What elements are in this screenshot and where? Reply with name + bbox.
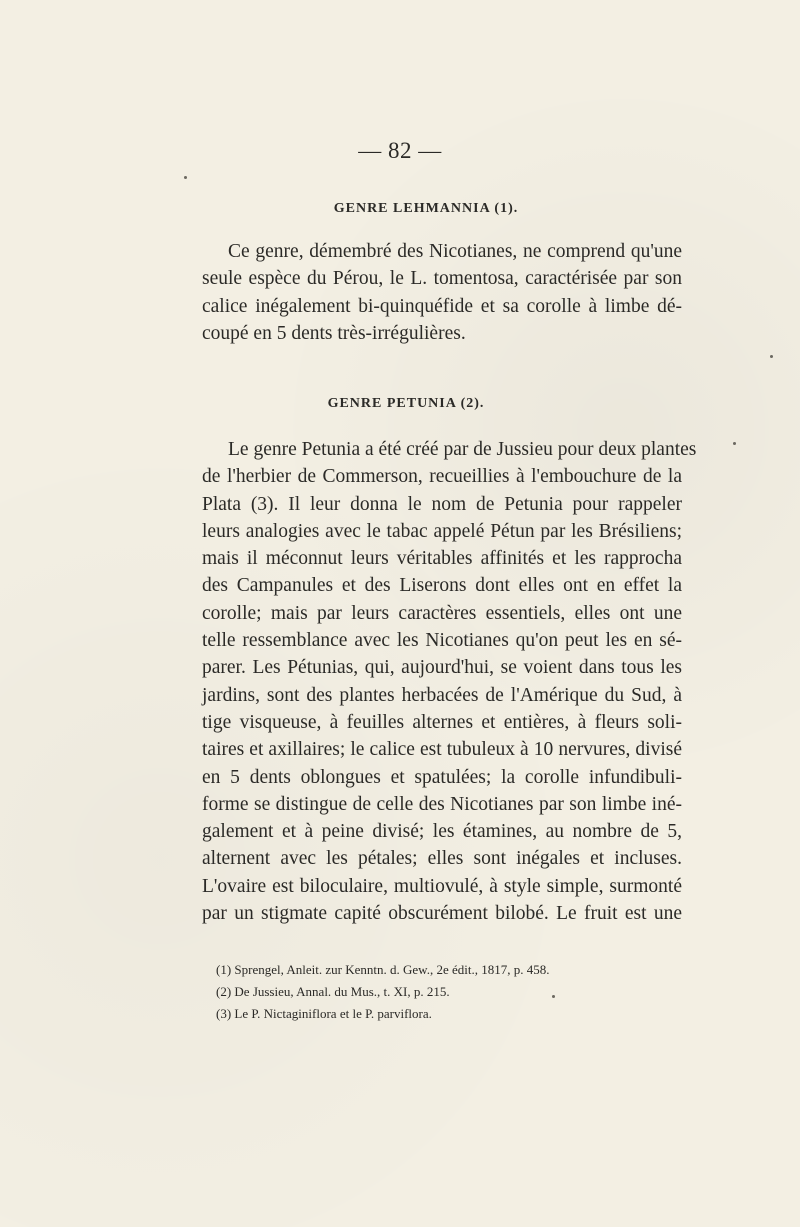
text-line: de l'herbier de Commerson, recueillies à l'embouchure de la	[202, 466, 682, 488]
text-line: coupé en 5 dents très-irrégulières.	[202, 322, 466, 344]
text-line: parer. Les Pétunias, qui, aujourd'hui, se voient dans tous les	[202, 657, 682, 679]
text-line: tige visqueuse, à feuilles alternes et entières, à fleurs soli-	[202, 711, 682, 733]
text-line: par un stigmate capité obscurément bilobé. Le fruit est une	[202, 903, 682, 925]
ink-speck	[733, 442, 736, 445]
text-line: Plata (3). Il leur donna le nom de Petunia pour rappeler	[202, 493, 682, 515]
text-line: taires et axillaires; le calice est tubuleux à 10 nervures, divisé	[202, 739, 682, 761]
page-number: — 82 —	[358, 138, 442, 163]
text-line: leurs analogies avec le tabac appelé Pétun par les Brésiliens;	[202, 520, 682, 542]
ink-speck	[184, 176, 187, 179]
text-line: jardins, sont des plantes herbacées de l'Amérique du Sud, à	[202, 684, 682, 706]
text-line: telle ressemblance avec les Nicotianes qu'on peut les en sé-	[202, 630, 682, 652]
footnote: (3) Le P. Nictaginiflora et le P. parviflora.	[216, 1006, 432, 1021]
section-heading-petunia: GENRE PETUNIA (2).	[327, 396, 485, 411]
footnote: (1) Sprengel, Anleit. zur Kenntn. d. Gew., 2e édit., 1817, p. 458.	[216, 962, 550, 977]
text-line: seule espèce du Pérou, le L. tomentosa, caractérisée par son	[202, 268, 682, 290]
text-line: calice inégalement bi-quinquéfide et sa corolle à limbe dé-	[202, 295, 682, 317]
text-line: corolle; mais par leurs caractères essentiels, elles ont une	[202, 602, 682, 624]
ink-speck	[770, 355, 773, 358]
text-line: mais il méconnut leurs véritables affinités et les rapprocha	[202, 548, 682, 570]
text-line: Le genre Petunia a été créé par de Jussieu pour deux plantes	[228, 439, 697, 460]
ink-speck	[552, 995, 555, 998]
text-line: alternent avec les pétales; elles sont inégales et incluses.	[202, 848, 682, 870]
section-heading-lehmannia: GENRE LEHMANNIA (1).	[333, 201, 519, 216]
text-line: en 5 dents oblongues et spatulées; la corolle infundibuli-	[202, 766, 682, 788]
text-line: galement et à peine divisé; les étamines, au nombre de 5,	[202, 821, 682, 843]
text-line: Ce genre, démembré des Nicotianes, ne comprend qu'une	[228, 241, 682, 262]
footnote: (2) De Jussieu, Annal. du Mus., t. XI, p. 215.	[216, 984, 450, 999]
paragraph-lehmannia	[202, 238, 682, 347]
text-line: L'ovaire est biloculaire, multiovulé, à style simple, surmonté	[202, 875, 682, 897]
text-line: forme se distingue de celle des Nicotianes par son limbe iné-	[202, 793, 682, 815]
text-line: des Campanules et des Liserons dont elles ont en effet la	[202, 575, 682, 597]
paragraph-petunia	[202, 436, 697, 927]
footnotes	[216, 959, 686, 1025]
